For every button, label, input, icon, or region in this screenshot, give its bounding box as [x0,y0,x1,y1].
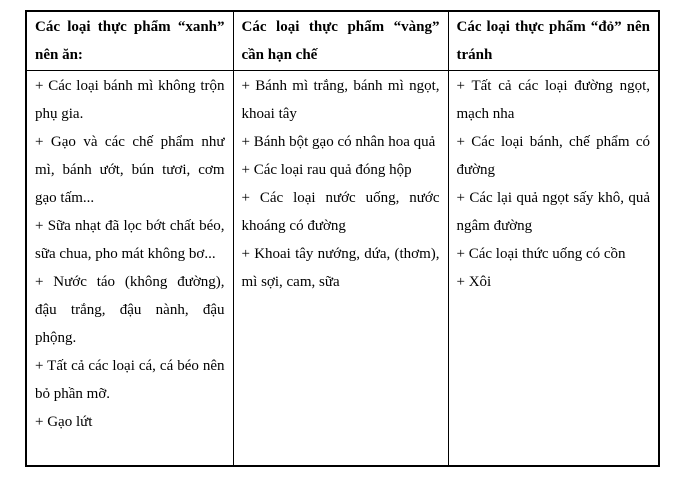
list-item: + Xôi [456,274,492,290]
list-item: + Bánh bột gạo có nhân hoa quả [241,134,436,150]
list-item: + Bánh mì trắng, bánh mì ngọt, khoai tây [241,78,440,122]
list-item: + Các loại bánh mì không trộn phụ gia. [35,78,225,122]
list-item: + Các loại thức uống có cồn [456,246,626,262]
body-row [26,71,659,466]
list-item: + Nước táo (không đường), đậu trắng, đậu nành, đậu phộng. [35,274,225,346]
list-item: + Các loại bánh, chế phẩm có đường [456,134,650,178]
list-item: + Các loại nước uống, nước khoáng có đường [241,190,440,234]
list-item: + Các lại quả ngọt sấy khô, quả ngâm đường [456,190,650,234]
column-header-yellow-foods: Các loại thực phẩm “vàng” cần hạn chế [233,11,448,71]
column-body-green-foods [26,71,233,466]
column-header-red-foods: Các loại thực phẩm “đỏ” nên tránh [448,11,659,71]
list-item: + Gạo và các chế phẩm như mì, bánh ướt, bún tươi, cơm gạo tấm... [35,134,225,206]
column-body-yellow-foods [233,71,448,466]
list-item: + Tất cả các loại đường ngọt, mạch nha [456,78,650,122]
column-header-green-foods: Các loại thực phẩm “xanh” nên ăn: [26,11,233,71]
header-row [26,11,659,71]
column-body-red-foods [448,71,659,466]
list-item: + Khoai tây nướng, dứa, (thơm), mì sợi, cam, sữa [241,246,440,290]
list-item: + Gạo lứt [35,414,93,430]
list-item: + Các loại rau quả đóng hộp [241,162,412,178]
list-item: + Tất cả các loại cá, cá béo nên bỏ phần mỡ. [35,358,225,402]
food-categories-table [25,10,660,467]
list-item: + Sữa nhạt đã lọc bớt chất béo, sữa chua, pho mát không bơ... [35,218,225,262]
